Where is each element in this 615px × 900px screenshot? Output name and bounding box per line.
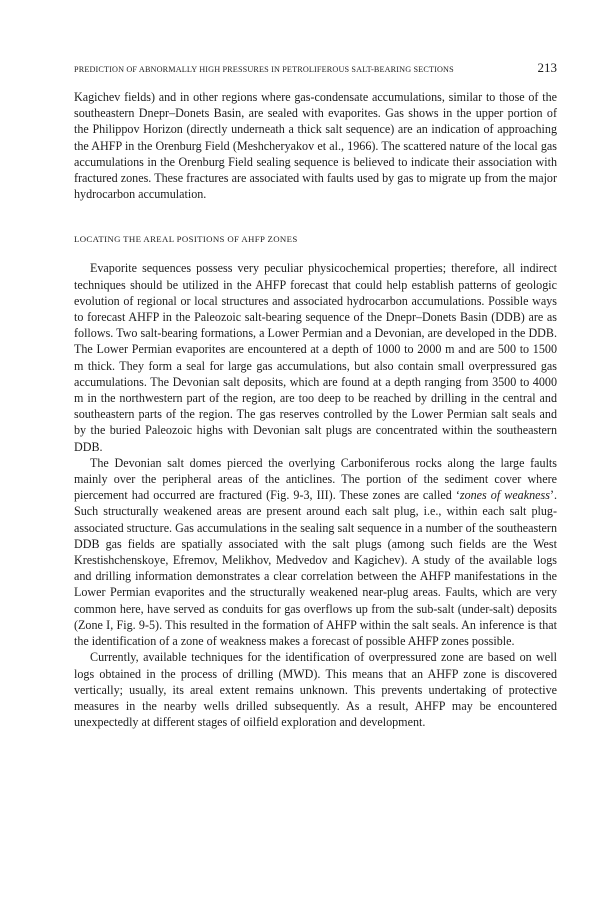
italic-term-zones-of-weakness: zones of weakness bbox=[459, 488, 550, 503]
paragraph-evaporite-sequences: Evaporite sequences possess very peculiar physicochemical properties; therefore, all indirect techniques should be utilized in the AHFP forecast that could help establish patterns of geologic evolution of regional or local structures and associated hydrocarbon accumulations. Possible ways to forecast AHFP in the Paleozoic salt-bearing sequence of the Dnepr–Donets Basin (DDB) are as follows. Two salt-bearing formations, a Lower Permian and a Devonian, are developed in the DDB. The Lower Permian evaporites are encountered at a depth of 1000 to 2000 m and are 500 to 1500 m thick. They form a seal for large gas accumulations, but also contain small overpressured gas accumulations. The Devonian salt deposits, which are found at a depth ranging from 3500 to 4000 m in the northwestern part of the region, are too deep to be reached by drilling in the central and southeastern parts of the region. The gas reserves controlled by the Lower Permian salt seals and by the buried Paleozoic highs with Devonian salt plugs are concentrated within the southeastern DDB. bbox=[74, 261, 557, 454]
section-heading: LOCATING THE AREAL POSITIONS OF AHFP ZONES bbox=[74, 234, 298, 245]
paragraph-continued: Kagichev fields) and in other regions where gas-condensate accumulations, similar to those of the southeastern Dnepr–Donets Basin, are sealed with evaporites. Gas shows in the upper portion of the Philippov Horizon (directly underneath a thick salt sequence) are an indication of approaching the AHFP in the Orenburg Field (Meshcheryakov et al., 1966). The scattered nature of the local gas accumulations in the Orenburg Field sealing sequence is believed to indicate their association with fractured zones. These fractures are associated with faults used by gas to migrate up from the major hydrocarbon accumulation. bbox=[74, 90, 557, 202]
paragraph-text-after-italic: ’. Such structurally weakened areas are present around each salt plug, i.e., within each salt plug-associated structure. Gas accumulations in the sealing salt sequence in a number of the southeastern DDB gas fields are spatially associated with the salt plugs (among such fields are the West Krestishchenskoye, Efremov, Melikhov, Medvedov and Kagichev). A study of the available logs and drilling information demonstrates a clear correlation between the AHFP manifestations in the Lower Permian evaporites and the structurally weakened near-plug areas. Faults, which are very common here, have served as conduits for gas overflows up from the sub-salt (under-salt) deposits (Zone I, Fig. 9-5). This resulted in the formation of AHFP within the salt seals. An inference is that the identification of a zone of weakness makes a forecast of possible AHFP zones possible. bbox=[74, 488, 557, 649]
body-text bbox=[74, 89, 557, 730]
paragraph-devonian-salt-domes bbox=[74, 455, 557, 649]
running-title: PREDICTION OF ABNORMALLY HIGH PRESSURES IN PETROLIFEROUS SALT-BEARING SECTIONS bbox=[74, 65, 454, 74]
running-head bbox=[74, 60, 557, 76]
paragraph-current-techniques: Currently, available techniques for the identification of overpressured zone are based on well logs obtained in the process of drilling (MWD). This means that an AHFP zone is discovered vertically; usually, its areal extent remains unknown. This prevents undertaking of protective measures in the nearby wells drilled subsequently. As a result, AHFP may be encountered unexpectedly at different stages of oilfield exploration and development. bbox=[74, 650, 557, 730]
book-page bbox=[74, 0, 557, 900]
paragraph-text-before-italic: The Devonian salt domes pierced the overlying Carboniferous rocks along the large faults mainly over the peripheral areas of the anticlines. The portion of the sediment cover where piercement had occurred are fractured (Fig. 9-3, III). These zones are called ‘ bbox=[74, 455, 557, 503]
page-number: 213 bbox=[537, 60, 557, 75]
